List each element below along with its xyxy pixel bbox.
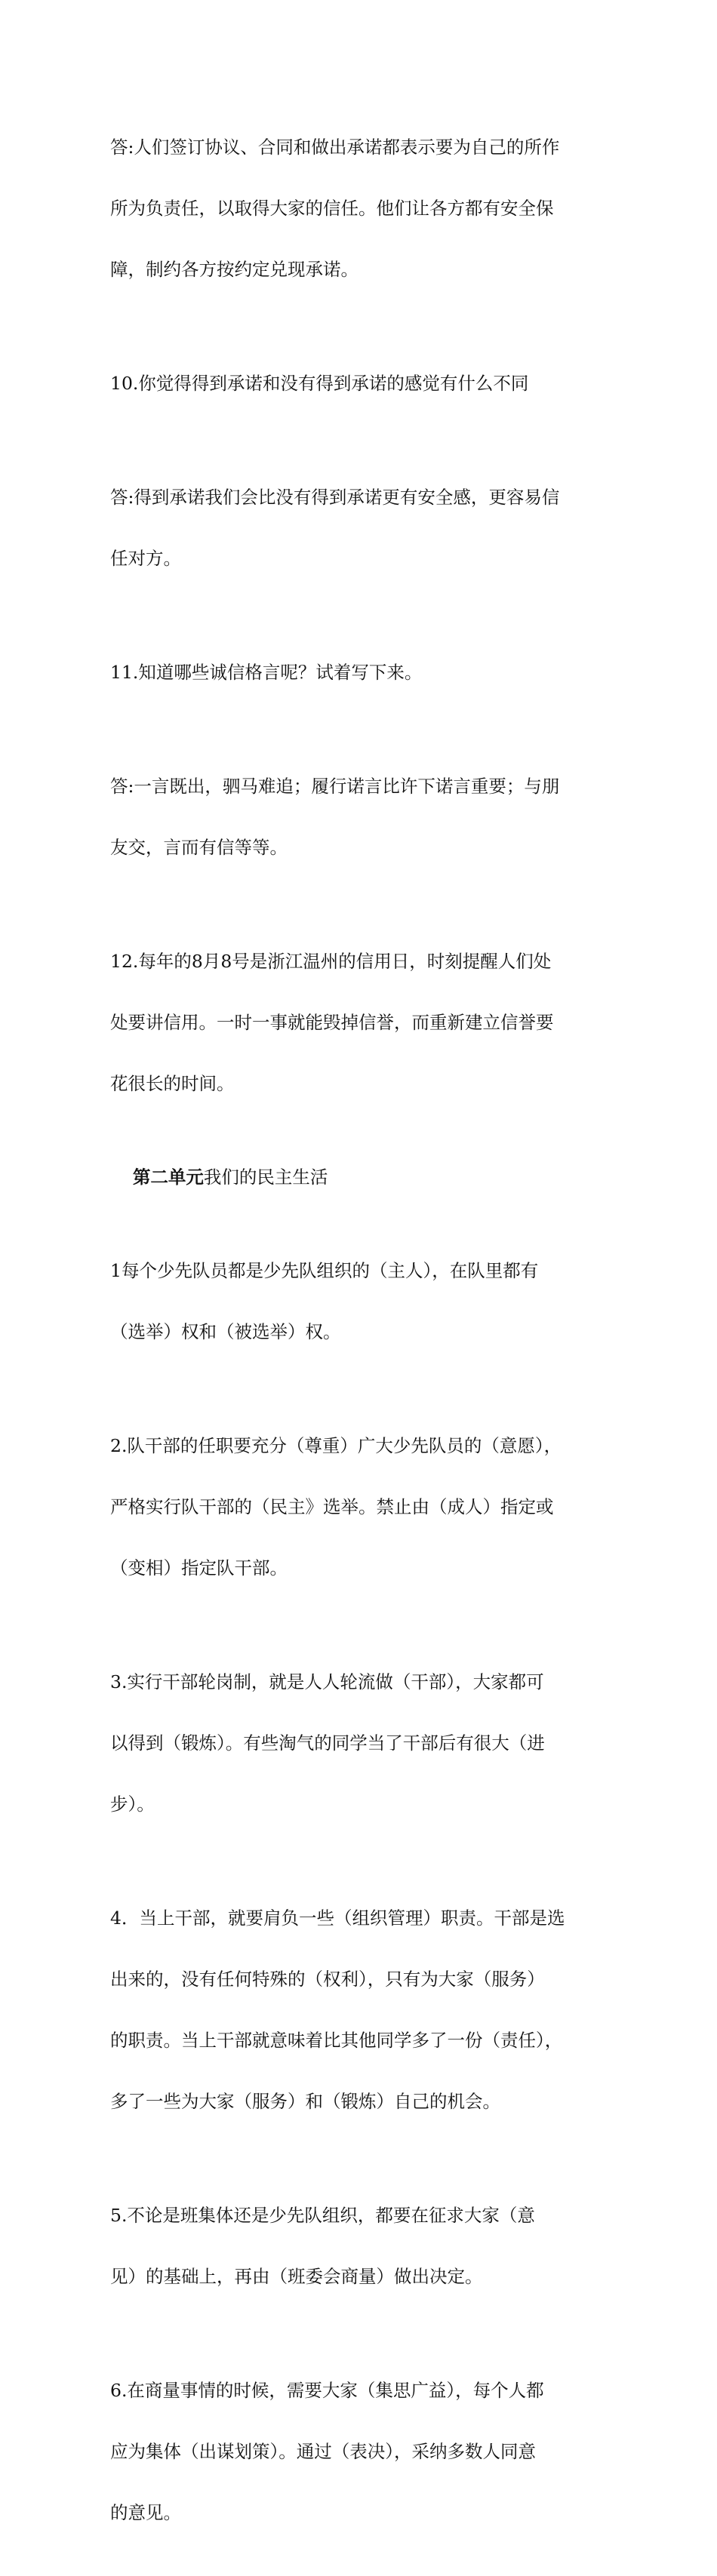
- section-heading-bold: 第二单元: [132, 1167, 204, 1188]
- answer-paragraph-10: [110, 447, 608, 610]
- text-line: 出来的，没有任何特殊的（权利），只有为大家（服务）: [110, 1969, 545, 1990]
- text-line: 友交，言而有信等等。: [110, 837, 288, 858]
- text-line: 答:得到承诺我们会比没有得到承诺更有安全感，更容易信: [110, 487, 560, 508]
- text-line: 10.你觉得得到承诺和没有得到承诺的感觉有什么不同: [110, 373, 529, 394]
- text-line: 答:人们签订协议、合同和做出承诺都表示要为自己的所作: [110, 137, 560, 158]
- text-line: 应为集体（出谋划策）。通过（表决），采纳多数人同意: [110, 2441, 536, 2462]
- text-line: 所为负责任，以取得大家的信任。他们让各方都有安全保: [110, 198, 554, 219]
- section-paragraph-2: [110, 1395, 608, 1619]
- section-heading-title: 我们的民主生活: [203, 1167, 328, 1188]
- section-paragraph-5: [110, 2165, 608, 2328]
- text-line: （选举）权和（被选举）权。: [110, 1321, 341, 1342]
- text-line: 见）的基础上，再由（班委会商量）做出决定。: [110, 2266, 483, 2287]
- paragraph-12: [110, 911, 608, 1135]
- question-paragraph-10: [110, 333, 608, 435]
- text-line: 花很长的时间。: [110, 1073, 235, 1094]
- section-paragraph-1: [110, 1220, 608, 1383]
- text-line: 障，制约各方按约定兑现承诺。: [110, 259, 358, 280]
- text-line: 以得到（锻炼）。有些淘气的同学当了干部后有很大（进: [110, 1732, 545, 1754]
- text-line: 2.队干部的任职要充分（尊重）广大少先队员的（意愿），: [110, 1435, 562, 1456]
- text-line: 多了一些为大家（服务）和（锻炼）自己的机会。: [110, 2091, 500, 2112]
- section-paragraph-6: [110, 2340, 608, 2564]
- text-line: 任对方。: [110, 548, 181, 569]
- text-line: 5.不论是班集体还是少先队组织，都要在征求大家（意: [110, 2205, 535, 2226]
- text-line: 步）。: [110, 1794, 155, 1815]
- text-line: 严格实行队干部的（民主》选举。禁止由（成人）指定或: [110, 1496, 554, 1517]
- answer-paragraph-11: [110, 736, 608, 899]
- question-paragraph-11: [110, 622, 608, 724]
- document-page: [110, 97, 608, 2576]
- answer-paragraph-9: [110, 97, 608, 321]
- text-line: 的意见。: [110, 2502, 181, 2523]
- text-line: 处要讲信用。一时一事就能毁掉信誉，而重新建立信誉要: [110, 1012, 554, 1033]
- text-line: 3.实行干部轮岗制，就是人人轮流做（干部），大家都可: [110, 1671, 544, 1692]
- text-line: 6.在商量事情的时候，需要大家（集思广益），每个人都: [110, 2380, 544, 2401]
- section-paragraph-3: [110, 1631, 608, 1855]
- section-heading: [110, 1147, 608, 1208]
- text-line: 的职责。当上干部就意味着比其他同学多了一份（责任），: [110, 2030, 563, 2051]
- text-line: 4．当上干部，就要肩负一些（组织管理）职责。干部是选: [110, 1907, 565, 1929]
- text-line: 1每个少先队员都是少先队组织的（主人），在队里都有: [110, 1260, 539, 1281]
- section-paragraph-4: [110, 1867, 608, 2153]
- text-line: 12.每年的8月8号是浙江温州的信用日，时刻提醒人们处: [110, 951, 552, 972]
- text-line: 11.知道哪些诚信格言呢？试着写下来。: [110, 662, 423, 683]
- text-line: （变相）指定队干部。: [110, 1557, 288, 1578]
- text-line: 答:一言既出，驷马难追；履行诺言比许下诺言重要；与朋: [110, 776, 560, 797]
